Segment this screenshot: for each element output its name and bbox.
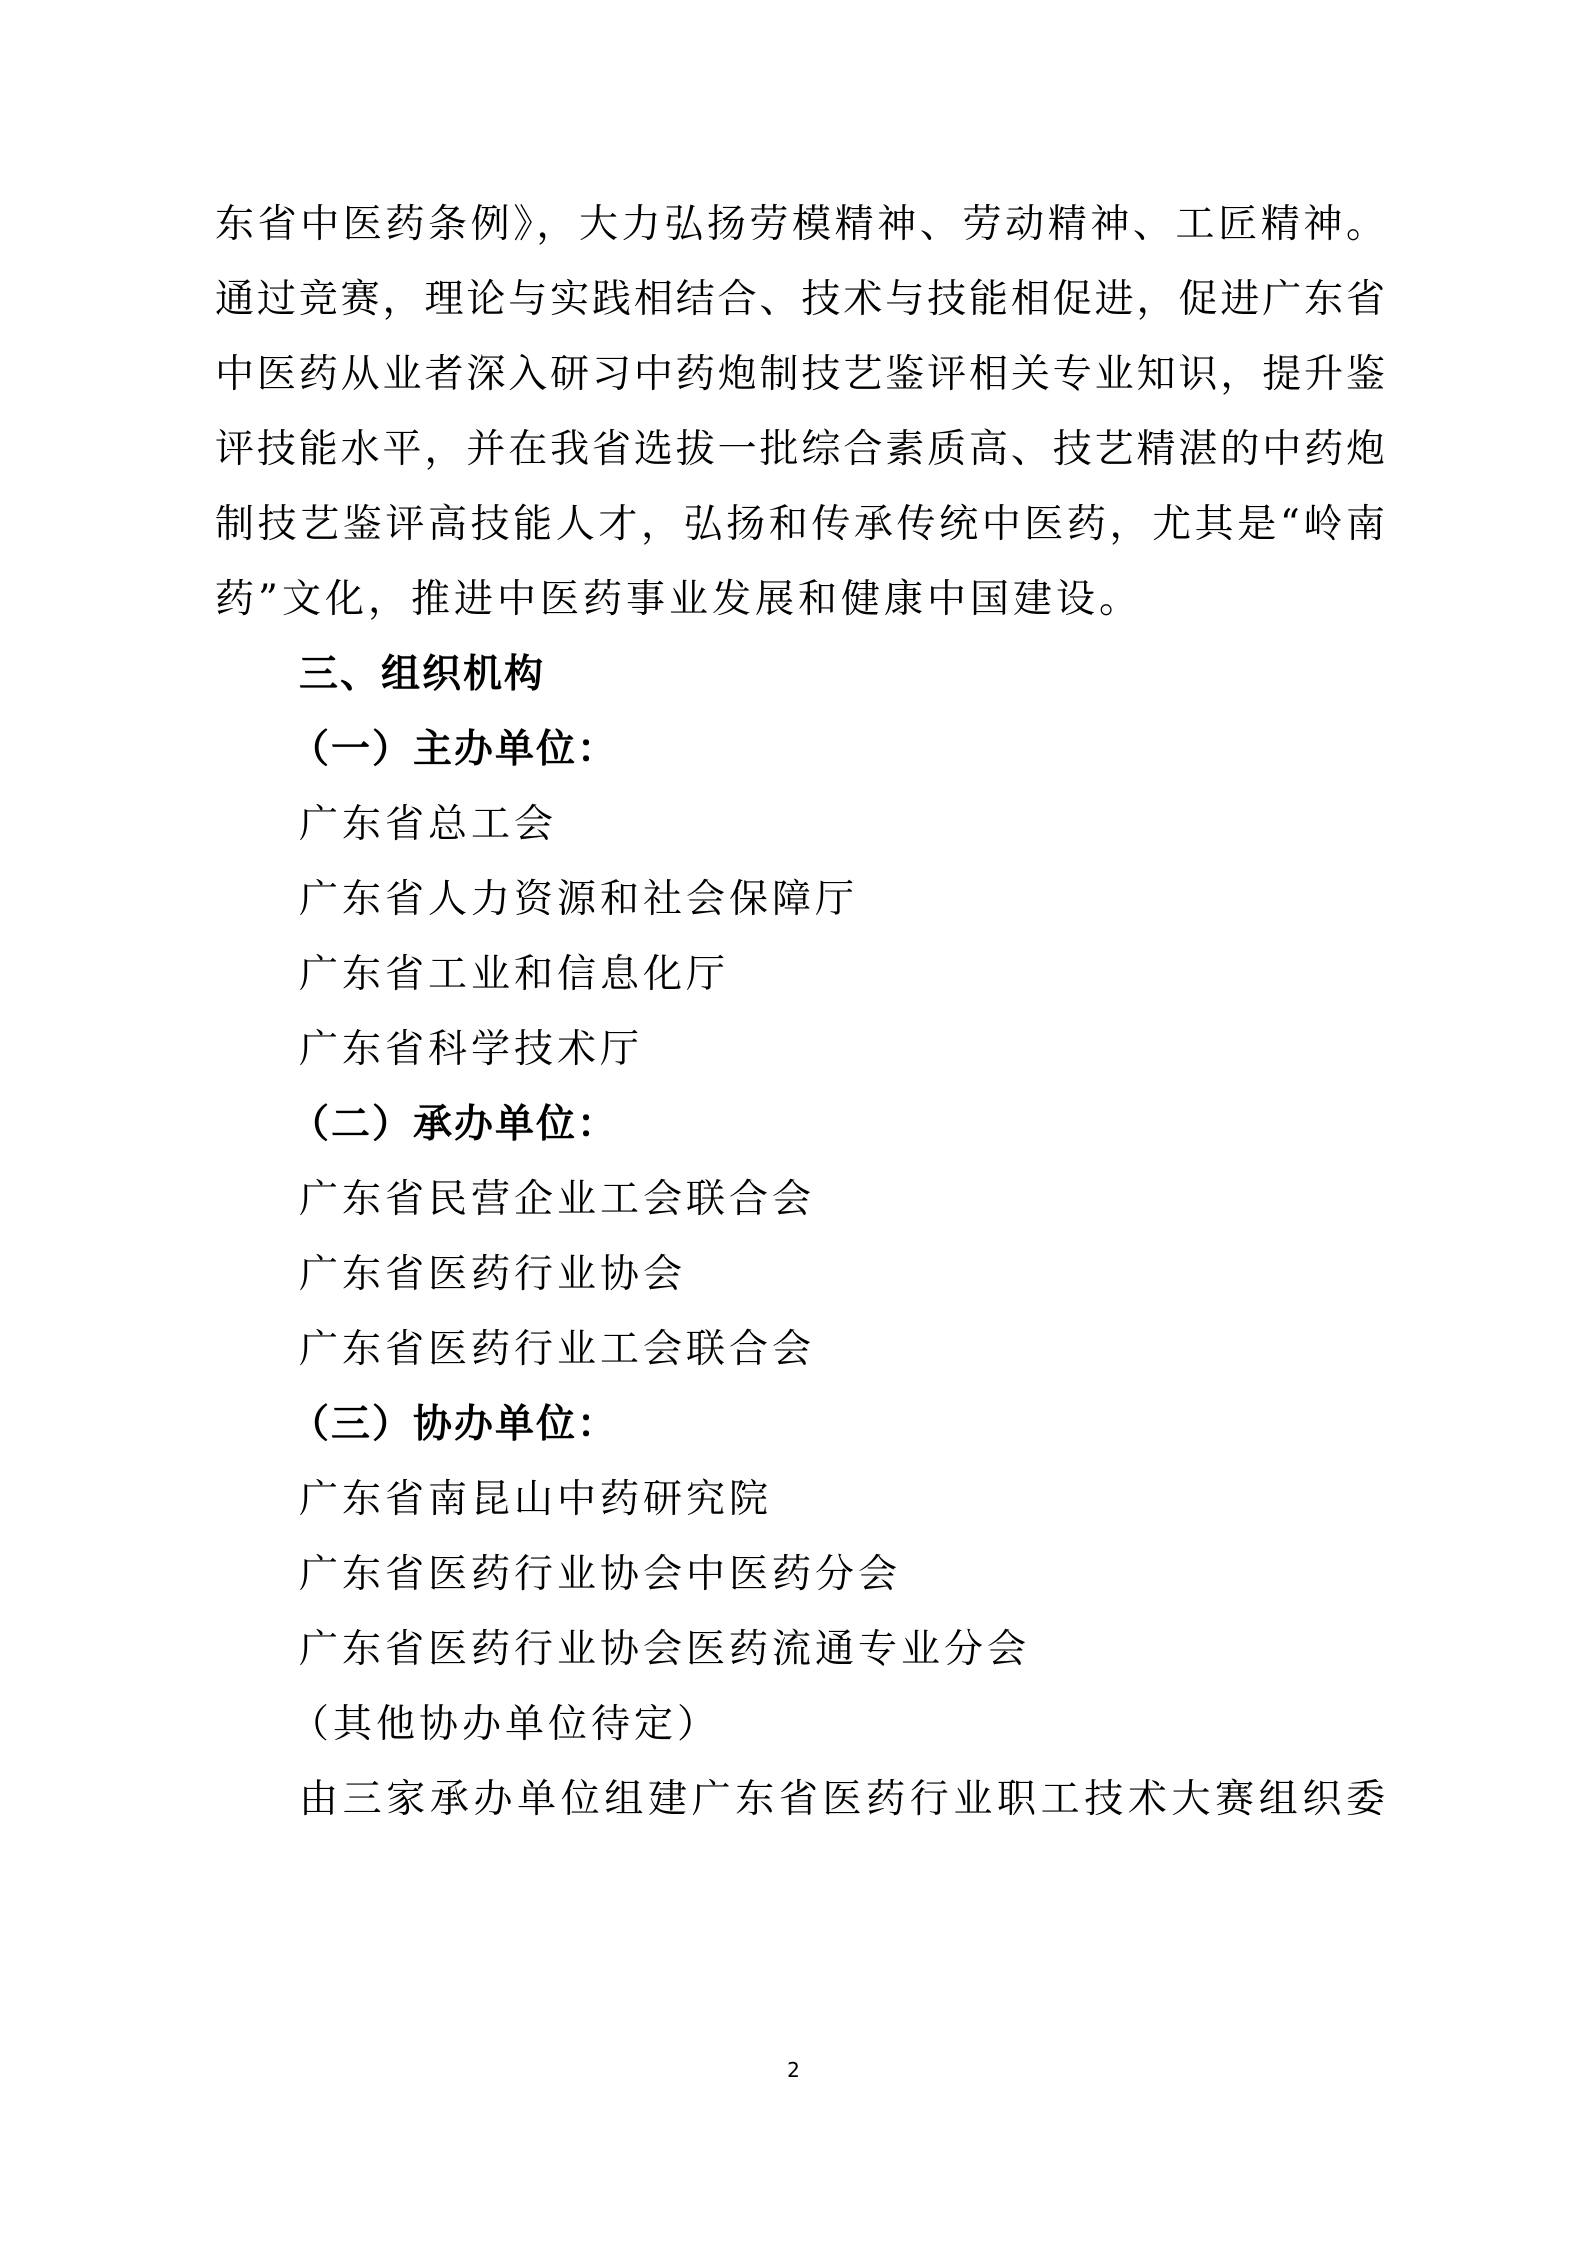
organizer-item: 广东省民营企业工会联合会 (299, 1177, 816, 1222)
paragraph-line: 制技艺鉴评高技能人才，弘扬和传承传统中医药，尤其是“岭南 (215, 502, 1385, 547)
organizer-item: 广东省医药行业工会联合会 (299, 1327, 816, 1372)
paragraph-line: 评技能水平，并在我省选拔一批综合素质高、技艺精湛的中药炮 (215, 427, 1385, 472)
host-item: 广东省工业和信息化厅 (299, 952, 730, 997)
host-heading: （一）主办单位： (290, 727, 619, 772)
co-organizer-item: 广东省医药行业协会中医药分会 (299, 1552, 902, 1597)
paragraph-line: 药”文化，推进中医药事业发展和健康中国建设。 (215, 577, 1142, 622)
organizer-heading: （二）承办单位： (290, 1102, 619, 1147)
co-organizer-heading: （三）协办单位： (290, 1402, 619, 1447)
host-item: 广东省科学技术厅 (299, 1027, 644, 1072)
co-organizer-item: 广东省南昆山中药研究院 (299, 1477, 773, 1522)
section-heading: 三、组织机构 (299, 652, 546, 697)
co-organizer-note: （其他协办单位待定） (290, 1702, 721, 1747)
paragraph-line: 东省中医药条例》，大力弘扬劳模精神、劳动精神、工匠精神。 (215, 202, 1385, 247)
co-organizer-item: 广东省医药行业协会医药流通专业分会 (299, 1627, 1031, 1672)
organizer-item: 广东省医药行业协会 (299, 1252, 687, 1297)
page-number: 2 (787, 2058, 800, 2082)
host-item: 广东省人力资源和社会保障厅 (299, 877, 859, 922)
paragraph-line: 中医药从业者深入研习中药炮制技艺鉴评相关专业知识，提升鉴 (215, 352, 1385, 397)
host-item: 广东省总工会 (299, 802, 558, 847)
paragraph-line: 通过竞赛，理论与实践相结合、技术与技能相促进，促进广东省 (215, 277, 1385, 322)
closing-line: 由三家承办单位组建广东省医药行业职工技术大赛组织委 (299, 1777, 1385, 1822)
